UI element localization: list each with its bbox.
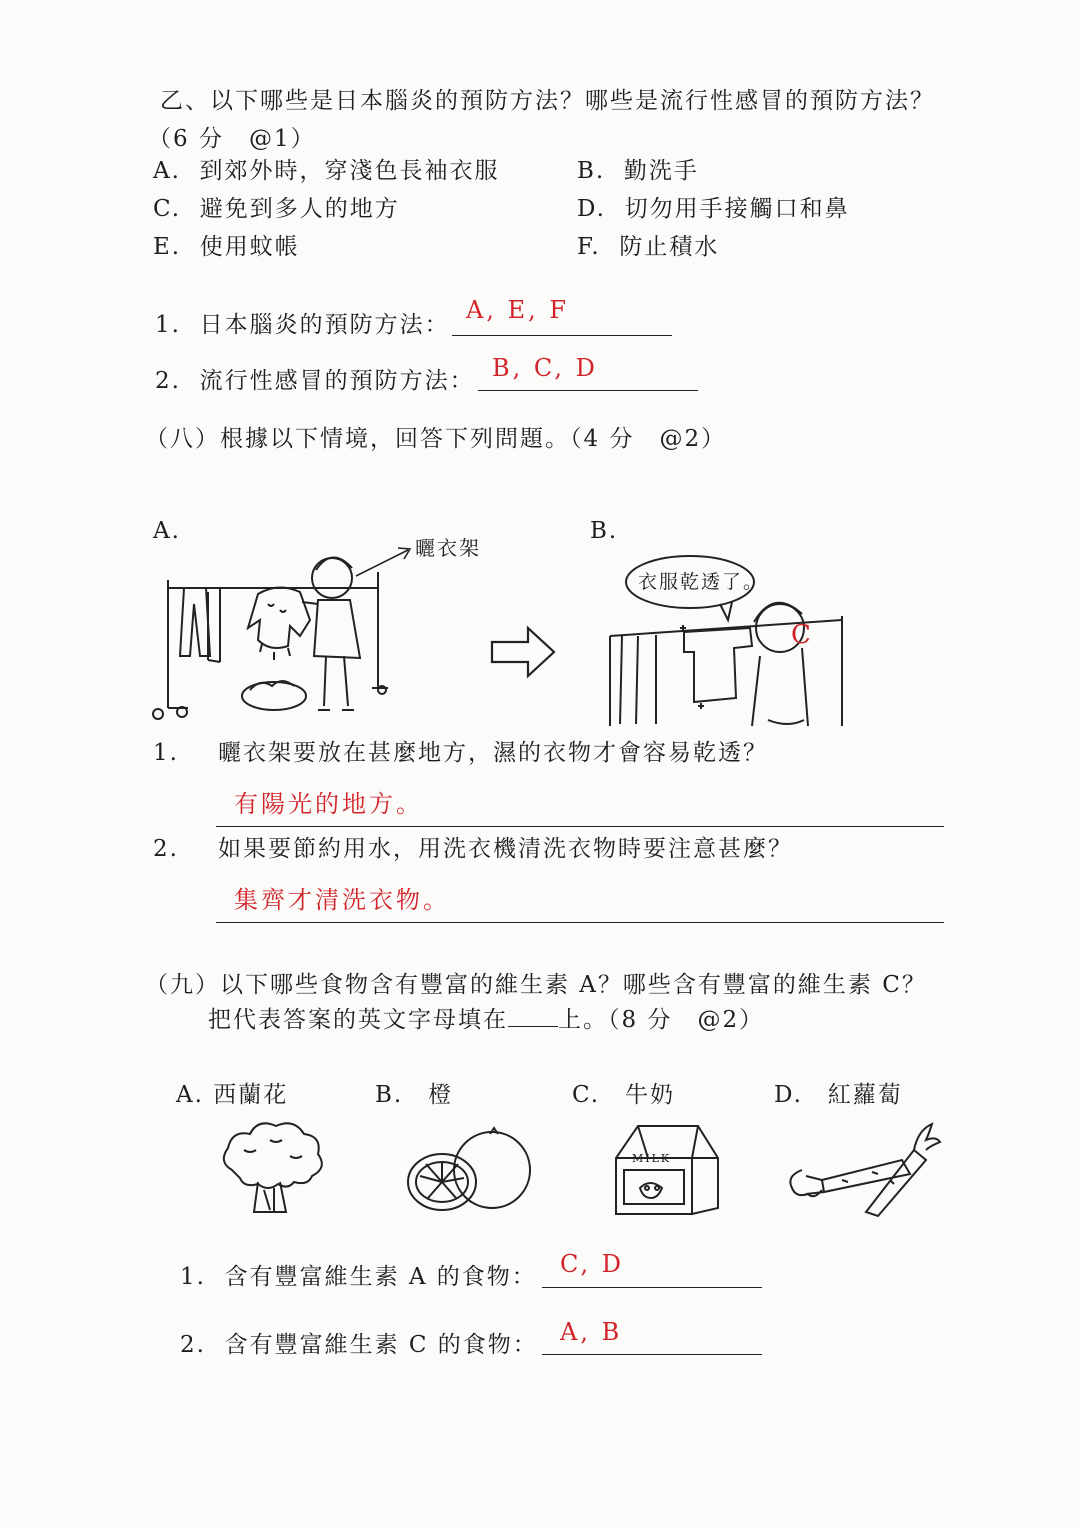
scene-b-speech: 衣服乾透了。 <box>638 571 765 593</box>
food-label-b: B. 橙 <box>375 1082 454 1108</box>
carrot-icon <box>782 1120 942 1220</box>
fill-blank-example <box>508 1006 558 1027</box>
section-9-q2-blank[interactable] <box>542 1354 762 1355</box>
option-b: B. 勤洗手 <box>577 158 699 184</box>
section-8-q2-answer[interactable]: 集齊才清洗衣物。 <box>234 886 450 914</box>
section-8-q2-blank[interactable] <box>216 922 944 923</box>
section-b-q1: 1. 日本腦炎的預防方法： <box>155 312 450 338</box>
food-label-d: D. 紅蘿蔔 <box>774 1082 903 1108</box>
section-b-q1-answer[interactable]: A, E, F <box>466 296 570 324</box>
section-8-q1-text: 曬衣架要放在甚麼地方，濕的衣物才會容易乾透？ <box>218 740 768 766</box>
section-8-q2-text: 如果要節約用水，用洗衣機清洗衣物時要注意甚麼？ <box>218 836 793 862</box>
section-9-q2: 2. 含有豐富維生素 C 的食物： <box>180 1332 538 1358</box>
section-b-q1-blank[interactable] <box>452 335 672 336</box>
section-b-question-line1: 乙、以下哪些是日本腦炎的預防方法？哪些是流行性感冒的預防方法？ <box>160 88 935 114</box>
option-d: D. 切勿用手接觸口和鼻 <box>577 196 850 222</box>
section-b-q2-answer[interactable]: B, C, D <box>492 354 598 382</box>
scene-b-mark: C <box>791 620 814 650</box>
scene-b-label: B. <box>590 518 619 544</box>
food-label-a: A. 西蘭花 <box>176 1082 289 1108</box>
scene-a-label: A. <box>153 518 181 544</box>
section-b-q2-blank[interactable] <box>478 390 698 391</box>
section-9-title-line2: 把代表答案的英文字母填在 上。（8 分 @2） <box>208 1007 765 1033</box>
broccoli-icon <box>214 1120 326 1218</box>
option-e: E. 使用蚊帳 <box>153 234 300 260</box>
milk-carton-icon <box>606 1118 724 1218</box>
section-9-title-line1: （九）以下哪些食物含有豐富的維生素 A？哪些含有豐富的維生素 C？ <box>145 972 927 998</box>
scene-a-callout: 曬衣架 <box>415 536 481 560</box>
option-c: C. 避免到多人的地方 <box>153 196 400 222</box>
section-8-q1-answer[interactable]: 有陽光的地方。 <box>234 790 423 818</box>
section-8-title: （八）根據以下情境，回答下列問題。（4 分 @2） <box>145 426 727 452</box>
option-a: A. 到郊外時，穿淺色長袖衣服 <box>153 158 500 184</box>
section-9-q1-answer[interactable]: C, D <box>560 1250 625 1278</box>
scene-arrow-icon <box>488 624 560 680</box>
callout-arrow-icon <box>352 540 416 580</box>
section-8-q2: 2. <box>153 836 179 862</box>
section-8-q1-blank[interactable] <box>216 826 944 827</box>
section-8-q1: 1. <box>153 740 179 766</box>
section-9-q1-blank[interactable] <box>542 1287 762 1288</box>
food-label-c: C. 牛奶 <box>572 1082 676 1108</box>
option-f: F. 防止積水 <box>577 234 720 260</box>
orange-icon <box>404 1126 534 1222</box>
milk-carton-text: MILK <box>632 1152 672 1165</box>
section-9-q2-answer[interactable]: A, B <box>560 1318 623 1346</box>
section-9-q1: 1. 含有豐富維生素 A 的食物： <box>180 1264 537 1290</box>
section-b-question-line2: （6 分 @1） <box>148 126 316 152</box>
section-b-q2: 2. 流行性感冒的預防方法： <box>155 368 475 394</box>
